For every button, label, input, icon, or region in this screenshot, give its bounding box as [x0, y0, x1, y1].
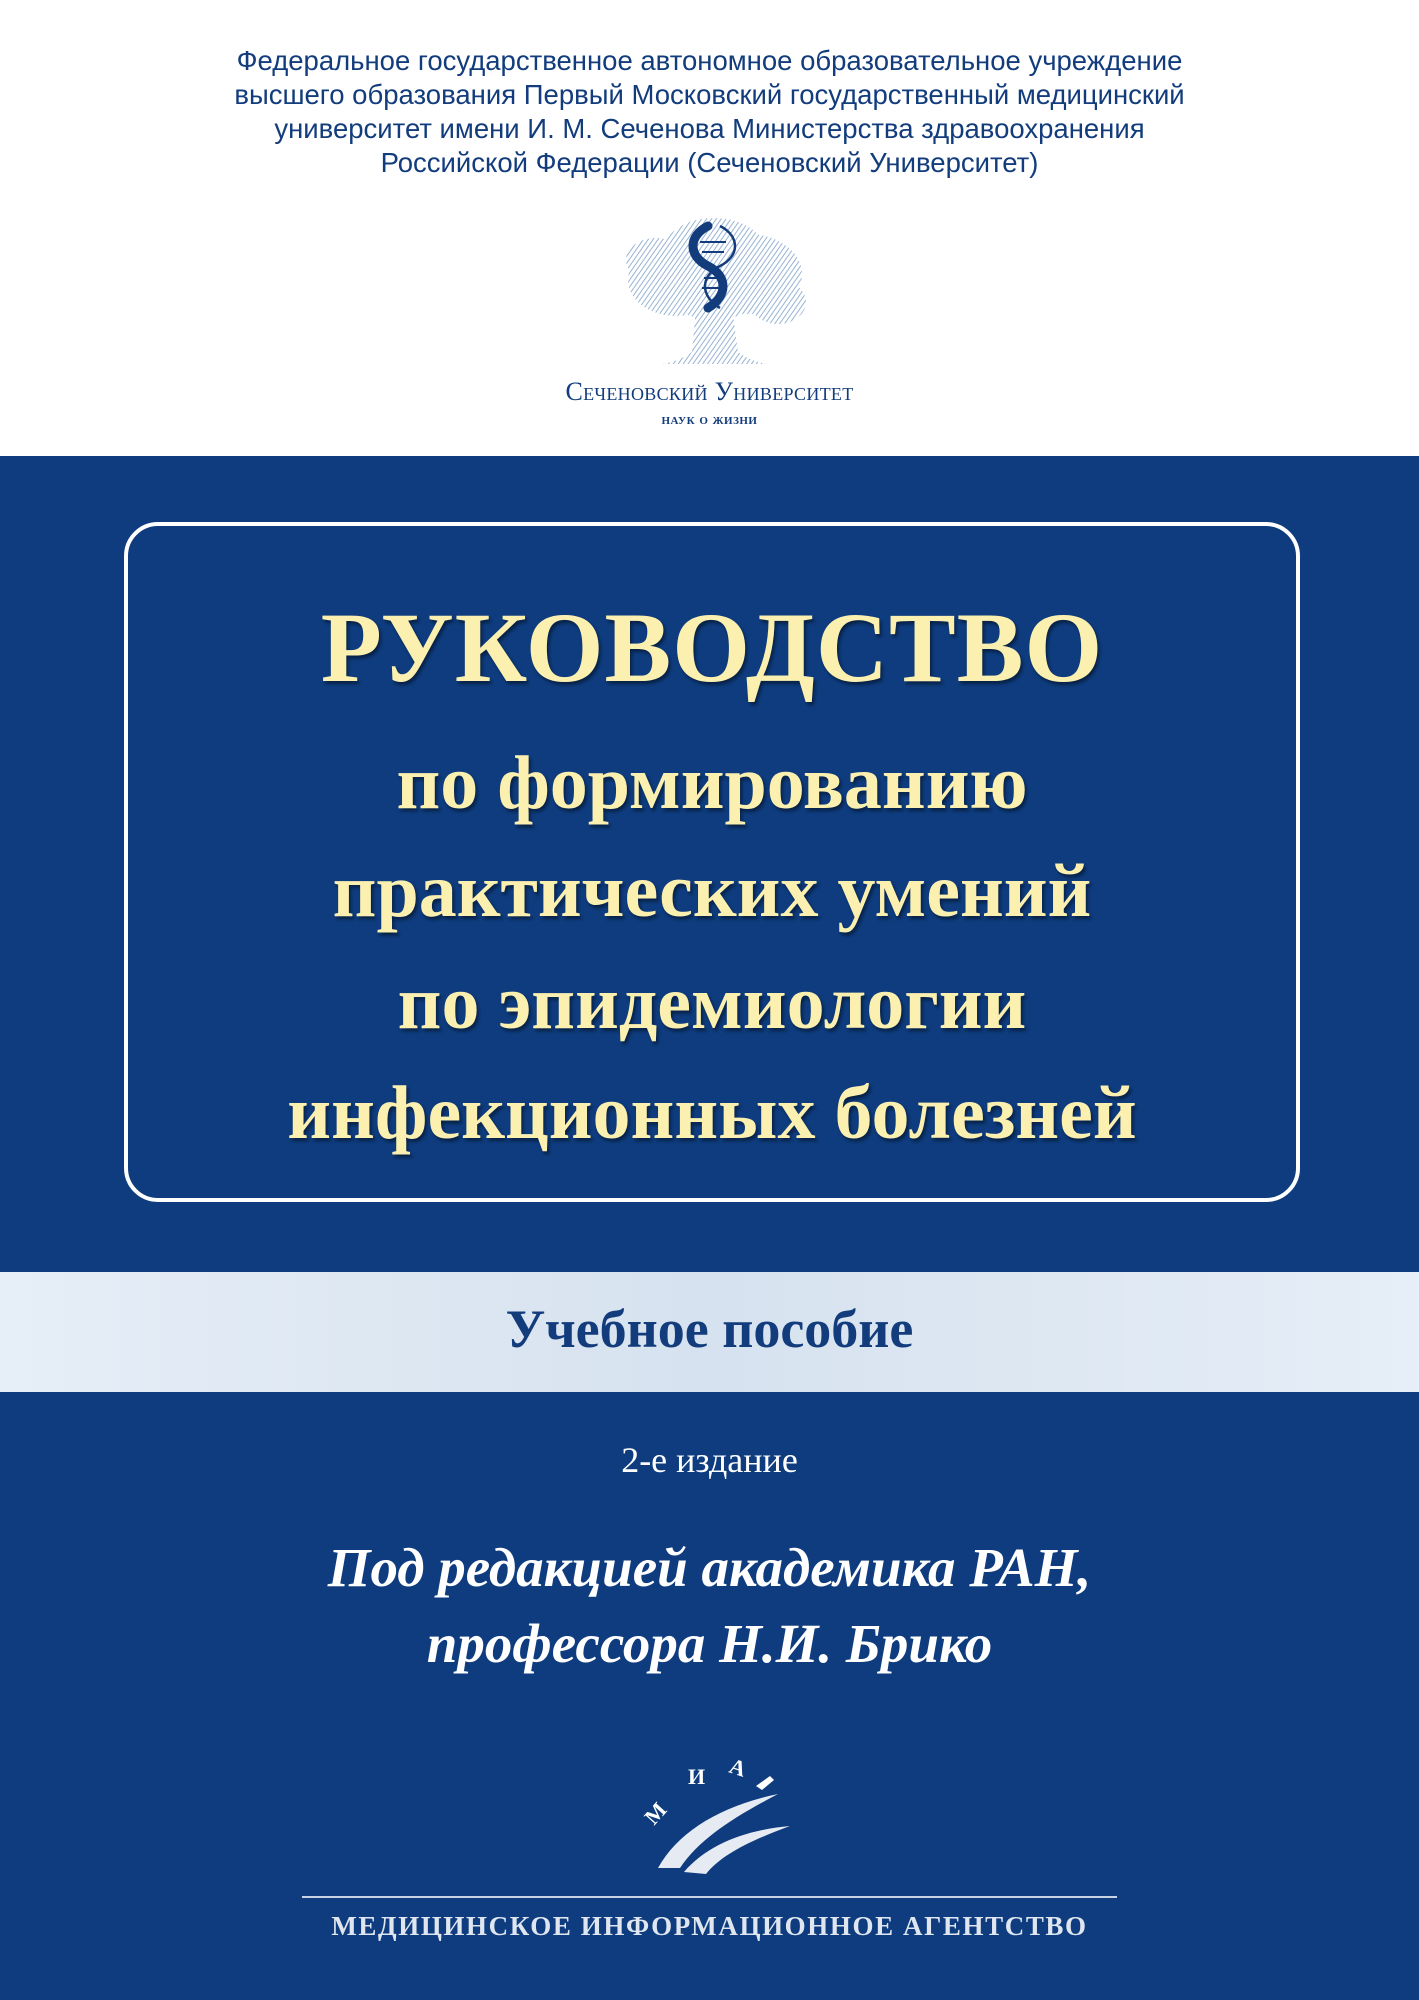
svg-text:И: И [688, 1764, 706, 1789]
book-title-line-2: практических умений [332, 849, 1092, 933]
institution-line-4: Российской Федерации (Сеченовский Университет) [380, 147, 1039, 178]
publisher-name: МЕДИЦИНСКОЕ ИНФОРМАЦИОННОЕ АГЕНТСТВО [331, 1911, 1088, 1941]
institution-name [0, 44, 1419, 180]
editor-line-2: профессора Н.И. Брико [426, 1613, 993, 1674]
university-name: Сеченовский Университет [565, 377, 854, 406]
university-tagline: наук о жизни [661, 412, 758, 428]
publisher-divider [302, 1896, 1117, 1898]
institution-line-3: университет имени И. М. Сеченова Министерства здравоохранения [274, 113, 1145, 144]
book-title-line-3: по эпидемиологии [397, 961, 1027, 1045]
publisher-logo-icon [628, 1740, 798, 1880]
edition-label: 2-е издание [621, 1440, 798, 1480]
institution-line-1: Федеральное государственное автономное образовательное учреждение [236, 45, 1183, 76]
svg-text:М: М [639, 1797, 672, 1830]
book-title-line-4: инфекционных болезней [287, 1071, 1137, 1155]
svg-text:А: А [726, 1752, 750, 1782]
book-title-line-1: по формированию [396, 741, 1028, 825]
institution-line-2: высшего образования Первый Московский государственный медицинский [234, 79, 1185, 110]
book-subtitle: Учебное пособие [505, 1299, 914, 1359]
tree-dna-icon [618, 212, 810, 372]
book-title-main: РУКОВОДСТВО [320, 592, 1104, 703]
editor-line-1: Под редакцией академика РАН, [327, 1537, 1092, 1598]
